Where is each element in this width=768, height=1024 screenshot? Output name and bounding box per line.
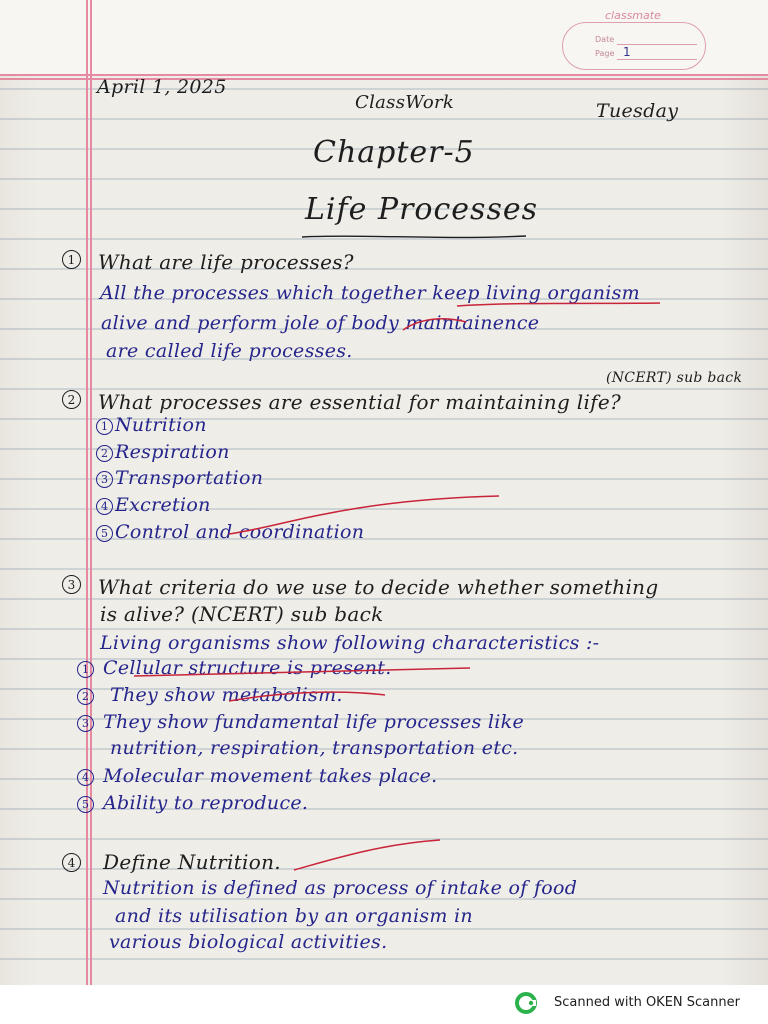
- subject-title: Life Processes: [305, 192, 538, 227]
- scanner-logo-icon: [515, 992, 537, 1014]
- q3-item-text: nutrition, respiration, transportation etc.: [110, 737, 519, 759]
- brand-logo: classmate: [605, 9, 661, 22]
- list-item-text: Nutrition: [115, 414, 207, 436]
- list-number-badge: 3: [96, 471, 113, 488]
- list-number-badge: 5: [77, 796, 94, 813]
- q3-item-text: They show fundamental life processes like: [103, 711, 525, 733]
- question-number-badge: 4: [62, 853, 81, 872]
- q4-answer-line: and its utilisation by an organism in: [115, 905, 473, 927]
- page-number: 1: [623, 45, 631, 59]
- list-item-text: Excretion: [115, 494, 211, 516]
- question-number-badge: 3: [62, 575, 81, 594]
- q3-item-text: Ability to reproduce.: [103, 792, 309, 814]
- question-number-badge: 2: [62, 390, 81, 409]
- list-item: [96, 441, 230, 463]
- entry-date: April 1, 2025: [97, 76, 227, 98]
- margin-line: [90, 0, 92, 985]
- q4-question: Define Nutrition.: [103, 850, 281, 874]
- scanner-watermark-text: Scanned with OKEN Scanner: [554, 995, 740, 1010]
- list-item: [96, 494, 211, 516]
- list-item-text: Transportation: [115, 467, 264, 489]
- work-type: ClassWork: [355, 92, 455, 113]
- list-number-badge: 2: [77, 688, 94, 705]
- question-number-badge: 1: [62, 250, 81, 269]
- q3-intro: Living organisms show following characteristics :-: [100, 632, 600, 654]
- page-line: [617, 59, 697, 60]
- date-label: Date: [595, 35, 615, 44]
- q1-answer-line: alive and perform jole of body maintainence: [101, 312, 540, 334]
- q3-question-line: What criteria do we use to decide whether something: [98, 575, 659, 599]
- list-number-badge: 3: [77, 715, 94, 732]
- list-number-badge: 1: [96, 418, 113, 435]
- q3-question-line: is alive? (NCERT) sub back: [100, 602, 384, 626]
- list-item-text: Respiration: [115, 441, 230, 463]
- list-item-text: Control and coordination: [115, 521, 365, 543]
- list-number-badge: 4: [96, 498, 113, 515]
- q2-ncert-tag: (NCERT) sub back: [606, 370, 743, 386]
- q4-answer-line: various biological activities.: [109, 931, 388, 953]
- list-item: [96, 414, 207, 436]
- date-page-box: [562, 22, 706, 70]
- margin-line: [86, 0, 88, 985]
- q4-answer-line: Nutrition is defined as process of intake of food: [103, 877, 578, 899]
- q3-item-text: They show metabolism.: [110, 684, 343, 706]
- list-item: [96, 467, 263, 489]
- entry-day: Tuesday: [596, 100, 679, 122]
- q1-answer-line: are called life processes.: [106, 340, 353, 362]
- q3-item-text: Molecular movement takes place.: [103, 765, 438, 787]
- q1-answer-line: All the processes which together keep living organism: [100, 282, 640, 304]
- list-item: [96, 521, 364, 543]
- chapter-title: Chapter-5: [313, 135, 475, 170]
- list-number-badge: 4: [77, 769, 94, 786]
- q1-question: What are life processes?: [98, 250, 354, 274]
- q2-question: What processes are essential for maintaining life?: [98, 390, 622, 414]
- list-number-badge: 2: [96, 445, 113, 462]
- list-number-badge: 5: [96, 525, 113, 542]
- page-label: Page: [595, 49, 615, 58]
- q3-item-text: Cellular structure is present.: [103, 657, 392, 679]
- list-number-badge: 1: [77, 661, 94, 678]
